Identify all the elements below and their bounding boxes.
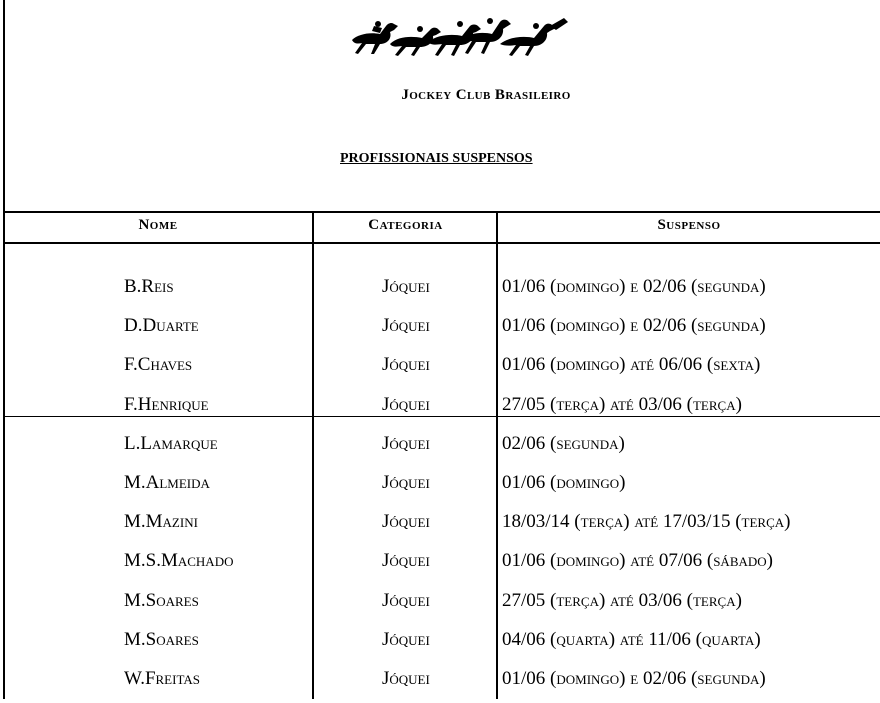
category-cell: Jóquei <box>382 667 430 689</box>
table-row <box>0 390 880 429</box>
name-cell: M.Soares <box>124 628 199 650</box>
suspension-cell: 01/06 (domingo) e 02/06 (segunda) <box>502 315 766 337</box>
name-cell: M.Almeida <box>124 471 210 493</box>
page-subtitle: PROFISSIONAIS SUSPENSOS <box>340 151 533 166</box>
category-cell: Jóquei <box>382 628 430 650</box>
name-cell: D.Duarte <box>124 315 199 337</box>
name-cell: W.Freitas <box>124 667 200 689</box>
category-cell: Jóquei <box>382 354 430 376</box>
table-row <box>0 350 880 389</box>
category-cell: Jóquei <box>382 432 430 454</box>
category-cell: Jóquei <box>382 315 430 337</box>
suspended-list <box>0 272 880 703</box>
name-cell: M.Mazini <box>124 511 198 533</box>
suspension-cell: 18/03/14 (terça) até 17/03/15 (terça) <box>502 511 791 533</box>
category-cell: Jóquei <box>382 550 430 572</box>
column-header-nome: Nome <box>138 217 178 233</box>
column-header-suspenso: Suspenso <box>657 217 721 233</box>
suspension-cell: 04/06 (quarta) até 11/06 (quarta) <box>502 628 761 650</box>
club-name: Jockey Club Brasileiro <box>401 87 571 103</box>
column-header-categoria: Categoria <box>368 217 443 233</box>
table-row <box>0 272 880 311</box>
suspension-cell: 01/06 (domingo) <box>502 471 626 493</box>
name-cell: F.Chaves <box>124 354 193 376</box>
category-cell: Jóquei <box>382 393 430 415</box>
name-cell: B.Reis <box>124 276 174 297</box>
table-row <box>0 546 880 585</box>
table-row <box>0 664 880 703</box>
table-row <box>0 311 880 350</box>
suspension-cell: 01/06 (domingo) até 07/06 (sábado) <box>502 550 773 572</box>
category-cell: Jóquei <box>382 471 430 493</box>
category-cell: Jóquei <box>382 511 430 533</box>
name-cell: M.Soares <box>124 589 199 611</box>
divider <box>3 242 880 244</box>
table-row <box>0 468 880 507</box>
category-cell: Jóquei <box>382 276 430 297</box>
suspension-cell: 01/06 (domingo) até 06/06 (sexta) <box>502 354 761 376</box>
table-row <box>0 507 880 546</box>
divider <box>3 211 880 213</box>
name-cell: L.Lamarque <box>124 432 218 454</box>
suspension-cell: 27/05 (terça) até 03/06 (terça) <box>502 393 742 415</box>
category-cell: Jóquei <box>382 589 430 611</box>
suspension-cell: 01/06 (domingo) e 02/06 (segunda) <box>502 667 766 689</box>
table-row <box>0 625 880 664</box>
table-row <box>0 429 880 468</box>
suspension-cell: 27/05 (terça) até 03/06 (terça) <box>502 589 742 611</box>
racing-horses-icon <box>350 14 572 58</box>
table-row <box>0 586 880 625</box>
name-cell: M.S.Machado <box>124 550 234 572</box>
name-cell: F.Henrique <box>124 393 209 415</box>
suspension-cell: 02/06 (segunda) <box>502 432 625 454</box>
suspension-cell: 01/06 (domingo) e 02/06 (segunda) <box>502 276 766 297</box>
